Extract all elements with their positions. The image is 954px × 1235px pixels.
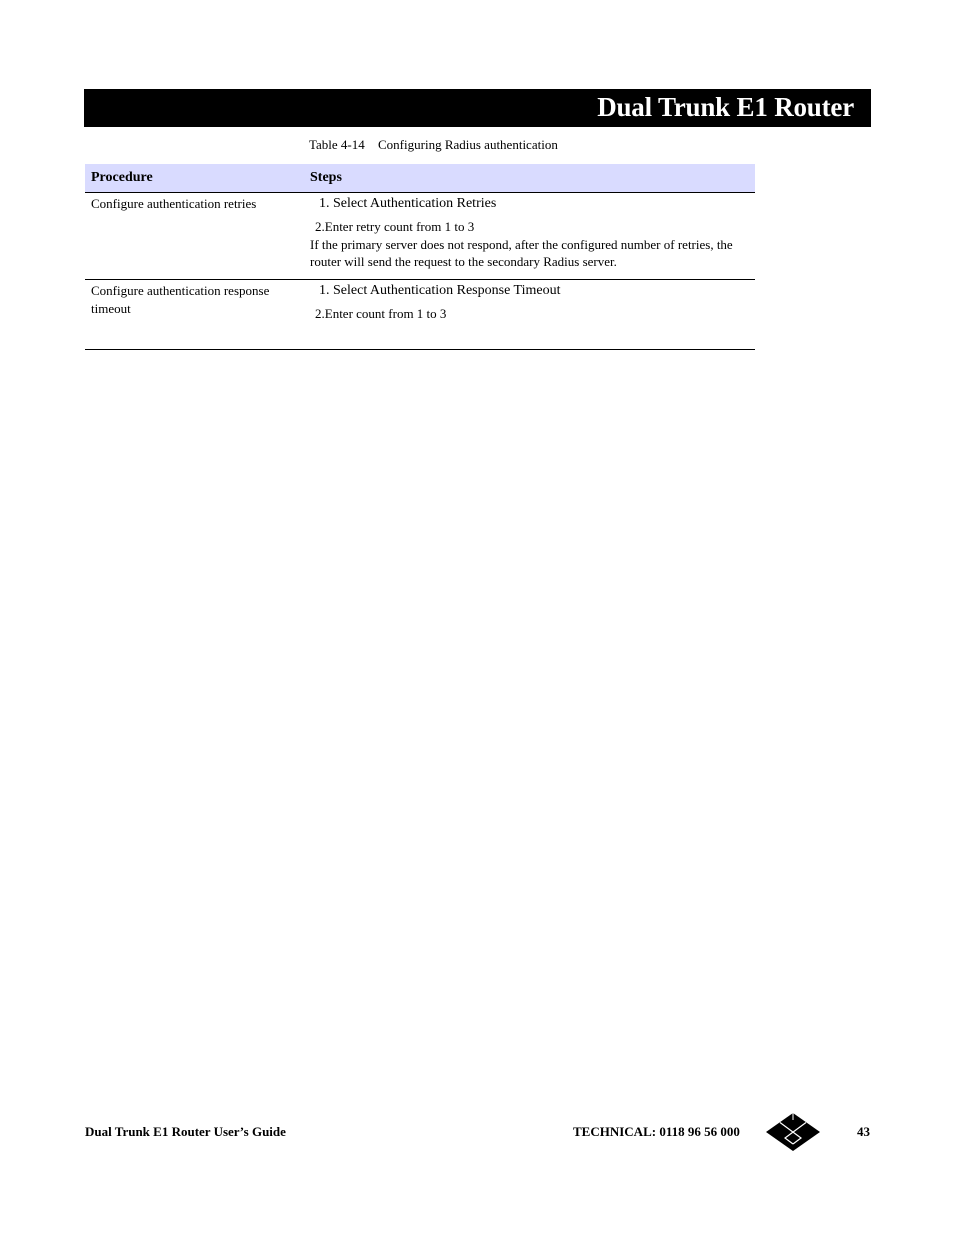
step-2: 2.Enter retry count from 1 to 3 [315,219,475,234]
table-caption [309,137,558,153]
table-row [85,280,755,350]
step-1: 1. Select Authentication Retries [319,196,497,211]
page-title: Dual Trunk E1 Router [597,92,854,122]
header-bar [84,89,871,127]
steps-cell [304,193,755,280]
page-number: 43 [857,1124,870,1139]
caption-number: Table 4-14 [309,137,365,152]
step-2: 2.Enter count from 1 to 3 [315,306,447,321]
column-header-procedure: Procedure [85,164,304,193]
footer-guide-title: Dual Trunk E1 Router User’s Guide [85,1124,286,1139]
procedure-cell: Configure authentication retries [85,193,304,280]
step-1: 1. Select Authentication Response Timeout [319,283,561,298]
table-row [85,193,755,280]
caption-text: Configuring Radius authentication [378,137,558,152]
steps-cell [304,280,755,350]
procedure-cell: Configure authentication response timeout [85,280,304,350]
step-note: If the primary server does not respond, after the configured number of retries, the router will send the request to the secondary Radius server. [310,237,733,269]
column-header-steps: Steps [304,164,755,193]
radius-auth-table [85,164,755,350]
table-header-row [85,164,755,193]
black-box-diamond-logo-icon [765,1112,821,1152]
footer-technical-phone: TECHNICAL: 0118 96 56 000 [573,1124,740,1139]
